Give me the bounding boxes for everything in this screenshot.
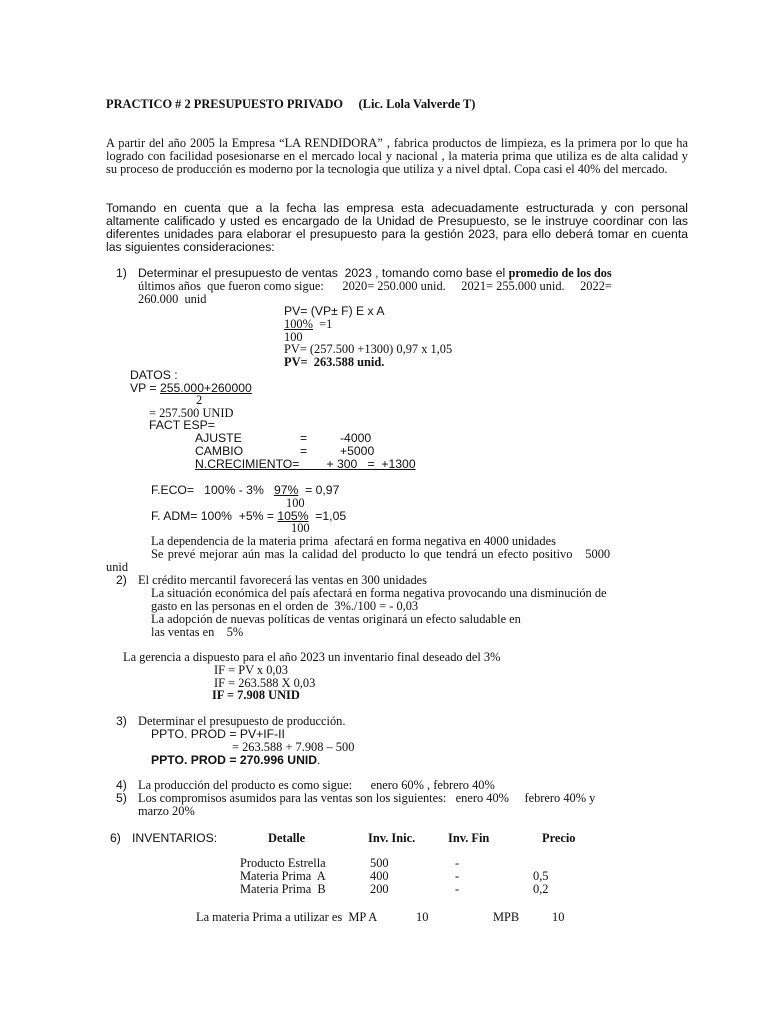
- item-3-formula: PPTO. PROD = PV+IF-II: [151, 727, 285, 741]
- datos-feco-label: F.ECO= 100% - 3%: [151, 483, 274, 497]
- table-cell-precio: 0,2: [533, 882, 549, 896]
- datos-crecimiento: N.CRECIMIENTO= + 300 = +1300: [195, 457, 416, 471]
- datos-cambio-value: +5000: [340, 444, 375, 458]
- materia-prima-a-value: 10: [416, 910, 429, 924]
- datos-fadm-result: =1,05: [308, 509, 347, 523]
- datos-ajuste-name: AJUSTE: [195, 431, 242, 445]
- formula-pv-substituted: PV= (257.500 +1300) 0,97 x 1,05: [284, 342, 453, 356]
- datos-vp-numerator: 255.000+260000: [159, 381, 252, 395]
- note-calidad-cont: unid: [106, 560, 129, 574]
- table-cell-detalle: Producto Estrella: [240, 856, 326, 870]
- gerencia-if-result: IF = 7.908 UNID: [212, 688, 300, 702]
- table-header-inv-fin: Inv. Fin: [448, 831, 490, 845]
- item-6-label: INVENTARIOS:: [132, 831, 218, 845]
- datos-fadm: [151, 510, 346, 523]
- item-6-number: 6): [110, 831, 121, 845]
- table-header-precio: Precio: [542, 831, 576, 845]
- item-2-sub3: La adopción de nuevas políticas de ventas originará un efecto saludable en: [151, 612, 521, 626]
- datos-fadm-denominator: 100: [291, 521, 310, 535]
- item-3-result-bold: PPTO. PROD = 270.996 UNID: [151, 753, 318, 767]
- table-cell-inv-inic: 200: [370, 882, 389, 896]
- item-3-result-period: .: [317, 753, 321, 767]
- datos-fadm-label: F. ADM= 100% +5% =: [151, 509, 278, 523]
- intro-paragraph: A partir del año 2005 la Empresa “LA RENDIDORA” , fabrica productos de limpieza, es la primera por lo que ha logrado con facilidad posesionarse en el mercado local y nacional , la materia prima que utiliza es de alta calidad y su proceso de producción es moderno por la tecnologia que utiliza y a nivel dptal. Copa casi el 40% del mercado.: [106, 136, 688, 176]
- item-3-substituted: = 263.588 + 7.908 – 500: [232, 740, 355, 754]
- gerencia-if-formula: IF = PV x 0,03: [214, 663, 288, 677]
- item-5-line1: Los compromisos asumidos para las ventas son los siguientes: enero 40% febrero 40% y: [138, 791, 596, 805]
- table-cell-inv-inic: 500: [370, 856, 389, 870]
- table-cell-inv-fin: -: [455, 856, 460, 870]
- item-1-line2: últimos años que fueron como sigue: 2020= 250.000 unid. 2021= 255.000 unid. 2022=: [138, 279, 612, 293]
- formula-fraction-result: =1: [312, 317, 333, 331]
- datos-ajuste-eq: =: [300, 431, 308, 445]
- gerencia-if-substituted: IF = 263.588 X 0,03: [214, 676, 316, 690]
- table-header-detalle: Detalle: [268, 831, 306, 845]
- note-calidad: Se prevé mejorar aún mas la calidad del producto lo que tendrá un efecto positivo 5000: [151, 547, 611, 561]
- formula-pv-result: PV= 263.588 unid.: [284, 355, 385, 369]
- datos-cambio-eq: =: [300, 444, 308, 458]
- table-cell-precio: 0,5: [533, 869, 549, 883]
- table-cell-inv-fin: -: [455, 882, 460, 896]
- item-1-number: 1): [116, 266, 127, 280]
- item-4-text: La producción del producto es como sigue: enero 60% , febrero 40%: [138, 778, 495, 792]
- document-title: PRACTICO # 2 PRESUPUESTO PRIVADO (Lic. Lola Valverde T): [106, 97, 476, 111]
- datos-fadm-numerator: 105%: [277, 509, 309, 523]
- datos-feco-denominator: 100: [286, 496, 305, 510]
- item-4-number: 4): [116, 778, 127, 792]
- materia-prima-b-value: 10: [552, 910, 565, 924]
- item-2-text: El crédito mercantil favorecerá las ventas en 300 unidades: [138, 573, 427, 587]
- datos-vp-denominator: 2: [196, 393, 203, 407]
- item-2-sub1: La situación económica del país afectará en forma negativa provocando una disminución de: [151, 586, 607, 600]
- formula-pv: PV= (VP± F) E x A: [284, 304, 385, 318]
- table-cell-detalle: Materia Prima A: [240, 869, 326, 883]
- item-2-sub4: las ventas en 5%: [151, 625, 244, 639]
- item-3-result: [151, 754, 320, 767]
- materia-prima-text: La materia Prima a utilizar es MP A: [196, 910, 378, 924]
- context-paragraph: Tomando en cuenta que a la fecha las empresa esta adecuadamente estructurada y con personal altamente calificado y usted es encargado de la Unidad de Presupuesto, se le instruye coordinar con las diferentes unidades para elaborar el presupuesto para la gestión 2023, para ello deberá tomar en cuenta las siguientes consideraciones:: [106, 201, 688, 254]
- datos-cambio-name: CAMBIO: [195, 444, 244, 458]
- table-cell-inv-fin: -: [455, 869, 460, 883]
- item-2-sub2: gasto en las personas en el orden de 3%./100 = - 0,03: [151, 599, 419, 613]
- materia-prima-b-label: MPB: [493, 910, 520, 924]
- datos-vp-label: VP =: [130, 381, 160, 395]
- datos-feco-result: = 0,97: [298, 483, 340, 497]
- datos-fact-esp: FACT ESP=: [149, 418, 215, 432]
- table-cell-detalle: Materia Prima B: [240, 882, 326, 896]
- item-1-line1-bold: promedio de los dos: [508, 266, 612, 280]
- item-1-line3: 260.000 unid: [138, 292, 207, 306]
- datos-feco-numerator: 97%: [273, 483, 299, 497]
- datos-vp: [130, 382, 252, 395]
- item-5-line2: marzo 20%: [138, 804, 195, 818]
- item-3-text: Determinar el presupuesto de producción.: [138, 714, 346, 728]
- item-3-number: 3): [116, 714, 127, 728]
- table-cell-inv-inic: 400: [370, 869, 389, 883]
- item-2-number: 2): [116, 573, 127, 587]
- datos-feco: [151, 484, 339, 497]
- table-header-inv-inic: Inv. Inic.: [368, 831, 416, 845]
- gerencia-text: La gerencia a dispuesto para el año 2023 un inventario final deseado del 3%: [123, 650, 501, 664]
- item-1-line1-text: Determinar el presupuesto de ventas 2023 , tomando como base el: [138, 266, 509, 280]
- formula-fraction-num-value: 100%: [284, 317, 313, 331]
- note-materia-prima: La dependencia de la materia prima afectará en forma negativa en 4000 unidades: [151, 534, 556, 548]
- datos-vp-result: = 257.500 UNID: [149, 406, 234, 420]
- formula-fraction-denominator: 100: [284, 330, 303, 344]
- datos-ajuste-value: -4000: [340, 431, 372, 445]
- item-5-number: 5): [116, 791, 127, 805]
- datos-label: DATOS :: [130, 368, 178, 382]
